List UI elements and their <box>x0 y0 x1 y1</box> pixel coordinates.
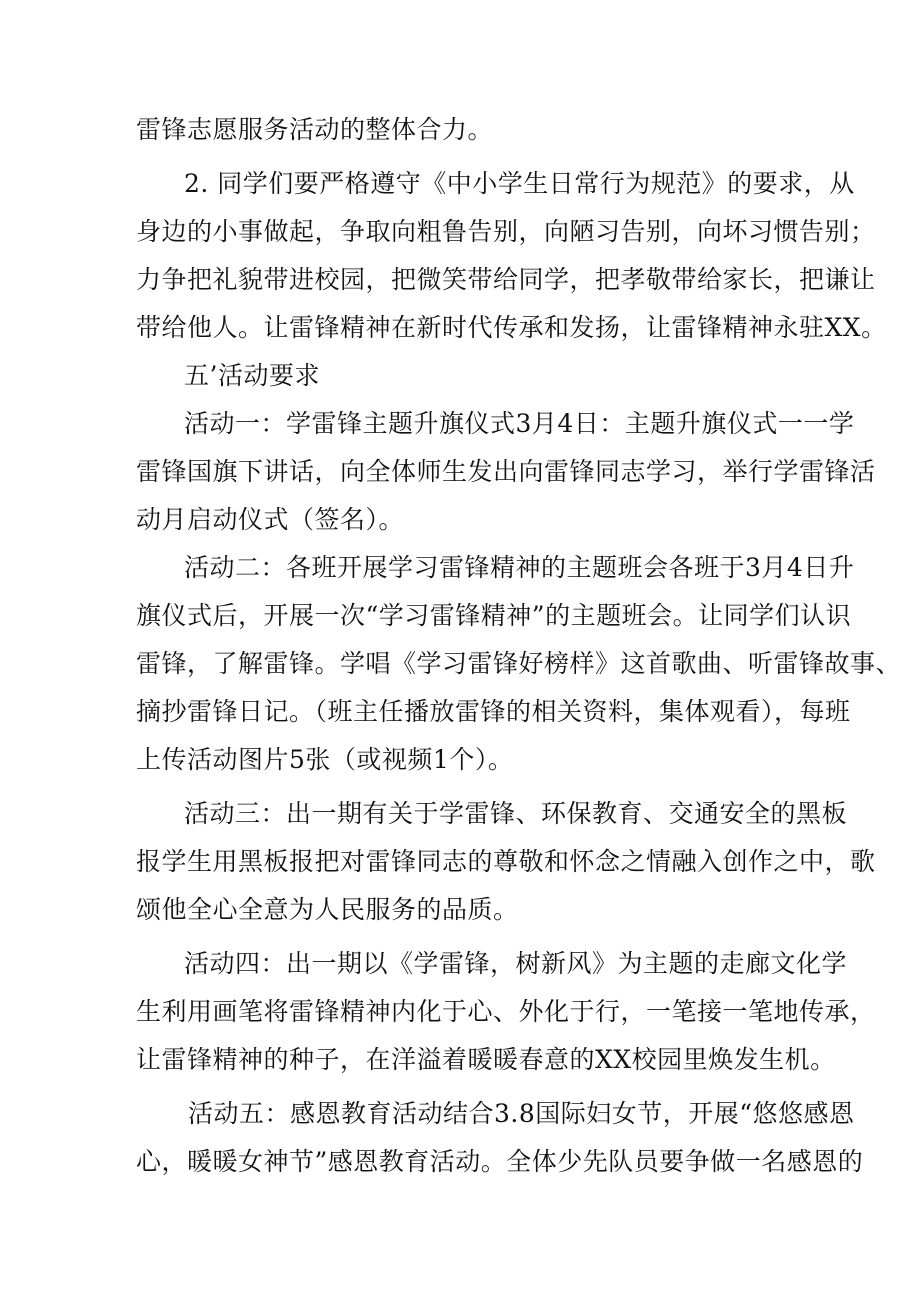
text-line: 雷锋国旗下讲话，向全体师生发出向雷锋同志学习，举行学雷锋活 <box>136 457 876 486</box>
text-line: 心，暖暖女神节”感恩教育活动。全体少先队员要争做一名感恩的 <box>136 1147 864 1176</box>
text-line: 雷锋志愿服务活动的整体合力。 <box>136 115 494 144</box>
text-line: 摘抄雷锋日记。（班主任播放雷锋的相关资料，集体观看），每班 <box>136 697 851 726</box>
text-line: 身边的小事做起，争取向粗鲁告别，向陋习告别，向坏习惯告别； <box>136 217 876 246</box>
text-line: 活动五：感恩教育活动结合3.8国际妇女节，开展“悠悠感恩 <box>188 1099 855 1128</box>
text-line: 活动一：学雷锋主题升旗仪式3月4日：主题升旗仪式一一学 <box>184 409 855 438</box>
text-line: 雷锋，了解雷锋。学唱《学习雷锋好榜样》这首歌曲、听雷锋故事、 <box>136 649 902 678</box>
text-line: 2. 同学们要严格遵守《中小学生日常行为规范》的要求，从 <box>184 169 855 198</box>
text-line: 报学生用黑板报把对雷锋同志的尊敬和怀念之情融入创作之中，歌 <box>136 847 876 876</box>
text-line: 带给他人。让雷锋精神在新时代传承和发扬，让雷锋精神永驻XX。 <box>136 313 887 342</box>
section-heading: 五’活动要求 <box>184 361 320 390</box>
text-line: 生利用画笔将雷锋精神内化于心、外化于行，一笔接一笔地传承， <box>136 997 876 1026</box>
text-line: 动月启动仪式（签名）。 <box>136 505 405 534</box>
text-line: 活动二：各班开展学习雷锋精神的主题班会各班于3月4日升 <box>184 553 855 582</box>
text-line: 活动四：出一期以《学雷锋，树新风》为主题的走廊文化学 <box>184 949 848 978</box>
text-line: 让雷锋精神的种子，在洋溢着暖暖春意的XX校园里焕发生机。 <box>136 1045 836 1074</box>
text-line: 力争把礼貌带进校园，把微笑带给同学，把孝敬带给家长，把谦让 <box>136 265 876 294</box>
text-line: 上传活动图片5张（或视频1个）。 <box>136 745 514 774</box>
text-line: 颂他全心全意为人民服务的品质。 <box>136 895 519 924</box>
text-line: 活动三：出一期有关于学雷锋、环保教育、交通安全的黑板 <box>184 799 848 828</box>
text-line: 旗仪式后，开展一次“学习雷锋精神”的主题班会。让同学们认识 <box>136 601 852 630</box>
